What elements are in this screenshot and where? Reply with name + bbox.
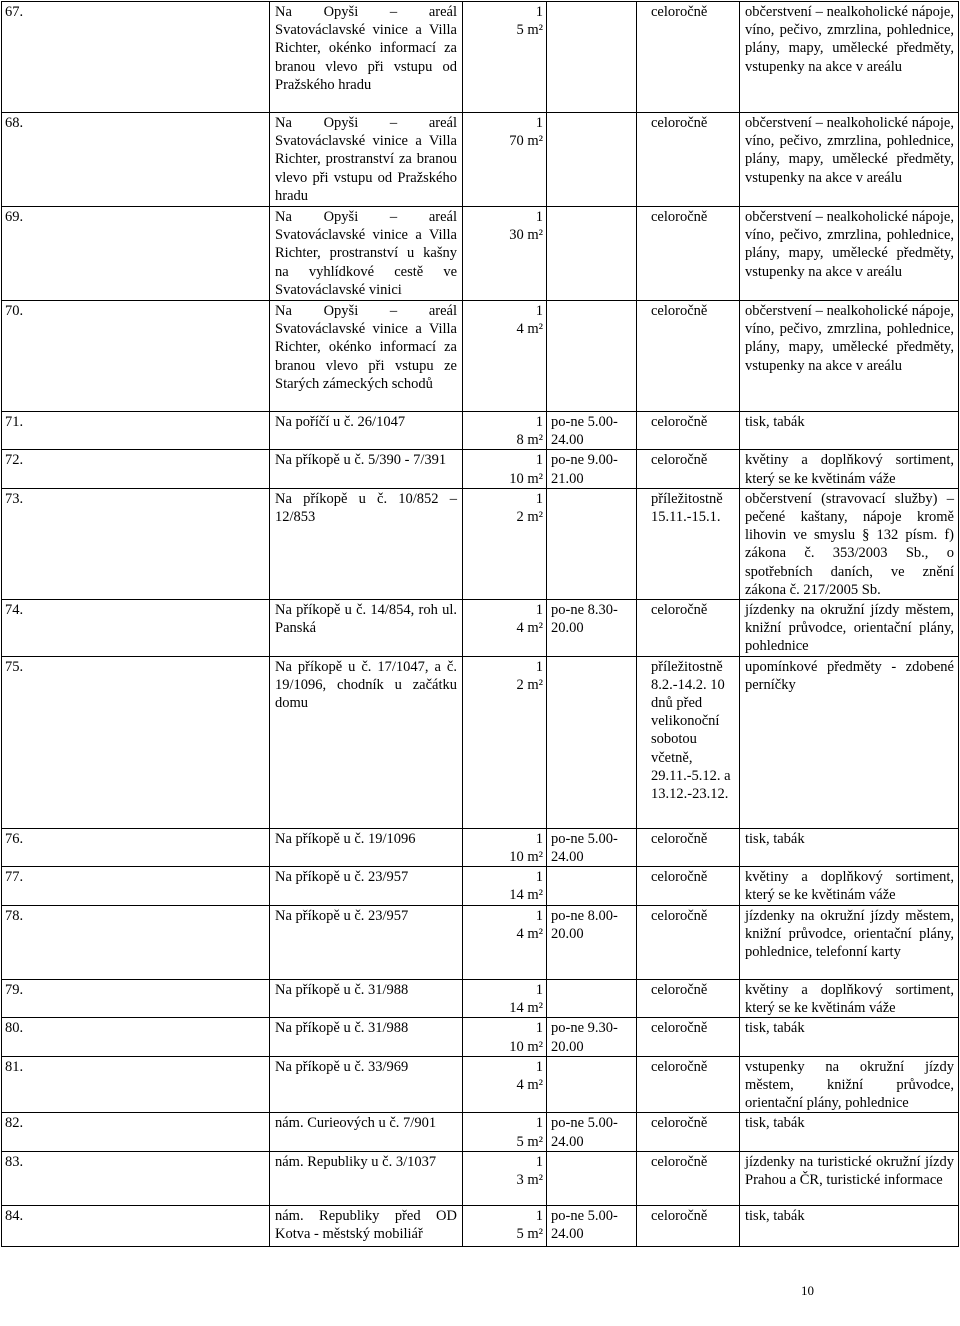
sale-period: celoročně (651, 869, 708, 886)
row-number: 72. (5, 452, 24, 469)
goods-assortment: občerstvení – nealkoholické nápoje, víno, pečivo, zmrzlina, pohlednice, plány, mapy, umělecké předměty, vstupenky na akce v areálu (745, 209, 954, 280)
row-number-cell (2, 450, 270, 488)
hours-cell (547, 980, 637, 1018)
goods-assortment: květiny a doplňkový sortiment, který se ke květinám váže (745, 982, 954, 1017)
count-area-cell (463, 412, 547, 450)
stand-area: 10 m² (509, 470, 543, 487)
count-area-cell (463, 980, 547, 1018)
stand-area: 4 m² (516, 926, 543, 943)
count-area-cell (463, 906, 547, 980)
stand-area: 4 m² (516, 321, 543, 338)
period-cell (637, 207, 740, 301)
goods-assortment: jízdenky na okružní jízdy městem, knižní průvodce, orientační plány, pohlednice, telefonní karty (745, 908, 954, 961)
stand-count: 1 (535, 982, 543, 999)
stand-count: 1 (535, 209, 543, 225)
location-cell (270, 600, 463, 657)
location: Na Opyši – areál Svatováclavské vinice a Villa Richter, prostranství za branou vlevo při vstupu od Pražského hradu (275, 115, 457, 204)
table-row (2, 906, 959, 980)
stand-count: 1 (535, 115, 543, 131)
period-cell (637, 2, 740, 113)
row-number: 78. (5, 908, 24, 925)
table-row (2, 867, 959, 906)
goods-cell (740, 1018, 959, 1056)
count-area-cell (463, 1113, 547, 1151)
hours-cell (547, 113, 637, 207)
stand-count: 1 (535, 1058, 543, 1075)
stand-area: 14 m² (509, 887, 543, 904)
stand-area: 30 m² (509, 227, 543, 244)
location: Na Opyši – areál Svatováclavské vinice a Villa Richter, okénko informací za branou vlevo při vstupu ze Starých zámeckých schodů (275, 303, 457, 392)
period-cell (637, 1056, 740, 1113)
location-cell (270, 207, 463, 301)
row-number: 82. (5, 1115, 24, 1132)
hours-cell (547, 301, 637, 412)
row-number: 76. (5, 830, 24, 847)
goods-assortment: občerstvení – nealkoholické nápoje, víno, pečivo, zmrzlina, pohlednice, plány, mapy, umělecké předměty, vstupenky na akce v areálu (745, 303, 954, 374)
row-number: 75. (5, 658, 24, 675)
goods-cell (740, 906, 959, 980)
row-number: 80. (5, 1020, 24, 1037)
table-row (2, 207, 959, 301)
row-number: 69. (5, 209, 24, 225)
sale-period: celoročně (651, 115, 708, 131)
stand-area: 5 m² (516, 1226, 543, 1243)
location: Na poříčí u č. 26/1047 (275, 414, 406, 430)
location-cell (270, 1113, 463, 1151)
period-cell (637, 828, 740, 866)
stand-area: 70 m² (509, 133, 543, 150)
stand-count: 1 (535, 1115, 543, 1132)
location-cell (270, 1205, 463, 1246)
sale-period: celoročně (651, 830, 708, 847)
hours-cell (547, 1113, 637, 1151)
location-cell (270, 488, 463, 599)
row-number: 84. (5, 1207, 24, 1224)
row-number-cell (2, 980, 270, 1018)
sale-period: celoročně (651, 4, 708, 20)
period-cell (637, 656, 740, 828)
period-cell (637, 1018, 740, 1056)
stand-count: 1 (535, 658, 543, 675)
location: Na příkopě u č. 19/1096 (275, 830, 416, 847)
opening-hours: po-ne 5.00-24.00 (551, 830, 618, 865)
goods-assortment: tisk, tabák (745, 1115, 805, 1132)
row-number-cell (2, 1205, 270, 1246)
hours-cell (547, 867, 637, 906)
goods-cell (740, 1056, 959, 1113)
period-cell (637, 412, 740, 450)
table-row (2, 2, 959, 113)
table-row (2, 1113, 959, 1151)
stand-area: 14 m² (509, 1000, 543, 1017)
sale-period: příležitostně 15.11.-15.1. (651, 490, 723, 526)
row-number: 77. (5, 869, 24, 886)
location-cell (270, 450, 463, 488)
hours-cell (547, 600, 637, 657)
row-number: 83. (5, 1153, 24, 1170)
stand-count: 1 (535, 908, 543, 925)
count-area-cell (463, 656, 547, 828)
count-area-cell (463, 301, 547, 412)
count-area-cell (463, 2, 547, 113)
table-row (2, 412, 959, 450)
hours-cell (547, 1151, 637, 1205)
count-area-cell (463, 600, 547, 657)
table-row (2, 488, 959, 599)
table-row (2, 656, 959, 828)
goods-assortment: jízdenky na okružní jízdy městem, knižní průvodce, orientační plány, pohlednice (745, 602, 954, 655)
goods-assortment: občerstvení – nealkoholické nápoje, víno, pečivo, zmrzlina, pohlednice, plány, mapy, umělecké předměty, vstupenky na akce v areálu (745, 115, 954, 186)
stand-area: 8 m² (516, 432, 543, 449)
stand-count: 1 (535, 830, 543, 847)
location: nám. Republiky u č. 3/1037 (275, 1153, 437, 1170)
row-number-cell (2, 1151, 270, 1205)
location-cell (270, 1056, 463, 1113)
goods-assortment: tisk, tabák (745, 414, 805, 430)
location-cell (270, 1018, 463, 1056)
location-cell (270, 656, 463, 828)
location: Na Opyši – areál Svatováclavské vinice a Villa Richter, okénko informací za branou vlevo při vstupu od Pražského hradu (275, 4, 457, 93)
row-number-cell (2, 656, 270, 828)
goods-cell (740, 113, 959, 207)
goods-cell (740, 207, 959, 301)
sale-period: celoročně (651, 1153, 708, 1170)
stand-count: 1 (535, 869, 543, 886)
location: Na příkopě u č. 5/390 - 7/391 (275, 452, 447, 469)
location: Na příkopě u č. 31/988 (275, 1020, 409, 1037)
count-area-cell (463, 450, 547, 488)
hours-cell (547, 412, 637, 450)
opening-hours: po-ne 8.30-20.00 (551, 602, 618, 637)
sale-period: celoročně (651, 414, 708, 430)
hours-cell (547, 828, 637, 866)
period-cell (637, 600, 740, 657)
count-area-cell (463, 113, 547, 207)
table-row (2, 450, 959, 488)
goods-cell (740, 656, 959, 828)
goods-assortment: květiny a doplňkový sortiment, který se ke květinám váže (745, 452, 954, 487)
table-row (2, 828, 959, 866)
hours-cell (547, 488, 637, 599)
row-number: 67. (5, 4, 24, 20)
row-number: 70. (5, 303, 24, 319)
opening-hours: po-ne 8.00-20.00 (551, 908, 618, 943)
goods-cell (740, 980, 959, 1018)
location-cell (270, 301, 463, 412)
count-area-cell (463, 867, 547, 906)
stand-count: 1 (535, 602, 543, 619)
market-places-table (1, 1, 959, 1247)
goods-cell (740, 450, 959, 488)
count-area-cell (463, 828, 547, 866)
hours-cell (547, 906, 637, 980)
location: Na příkopě u č. 17/1047, a č. 19/1096, chodník u začátku domu (275, 658, 457, 712)
count-area-cell (463, 207, 547, 301)
period-cell (637, 113, 740, 207)
hours-cell (547, 450, 637, 488)
count-area-cell (463, 1151, 547, 1205)
location: Na příkopě u č. 31/988 (275, 982, 409, 999)
stand-count: 1 (535, 452, 543, 469)
count-area-cell (463, 1018, 547, 1056)
count-area-cell (463, 1205, 547, 1246)
row-number-cell (2, 488, 270, 599)
location-cell (270, 412, 463, 450)
location: nám. Curieových u č. 7/901 (275, 1115, 437, 1132)
period-cell (637, 867, 740, 906)
opening-hours: po-ne 9.30-20.00 (551, 1020, 618, 1055)
sale-period: celoročně (651, 1207, 708, 1224)
hours-cell (547, 207, 637, 301)
stand-count: 1 (535, 1153, 543, 1170)
row-number-cell (2, 906, 270, 980)
row-number-cell (2, 867, 270, 906)
hours-cell (547, 656, 637, 828)
goods-cell (740, 412, 959, 450)
row-number-cell (2, 1113, 270, 1151)
location-cell (270, 2, 463, 113)
hours-cell (547, 1056, 637, 1113)
goods-assortment: občerstvení – nealkoholické nápoje, víno, pečivo, zmrzlina, pohlednice, plány, mapy, umělecké předměty, vstupenky na akce v areálu (745, 4, 954, 75)
stand-area: 4 m² (516, 620, 543, 637)
row-number-cell (2, 1056, 270, 1113)
goods-cell (740, 488, 959, 599)
row-number: 79. (5, 982, 24, 999)
stand-area: 10 m² (509, 848, 543, 865)
stand-count: 1 (535, 1207, 543, 1224)
page-number: 10 (801, 1283, 814, 1298)
period-cell (637, 1205, 740, 1246)
row-number-cell (2, 600, 270, 657)
sale-period: celoročně (651, 982, 708, 999)
table-body (2, 2, 959, 1247)
goods-assortment: květiny a doplňkový sortiment, který se ke květinám váže (745, 869, 954, 904)
period-cell (637, 450, 740, 488)
sale-period: celoročně (651, 209, 708, 225)
table-row (2, 1151, 959, 1205)
location: Na příkopě u č. 14/854, roh ul. Panská (275, 602, 457, 637)
period-cell (637, 1113, 740, 1151)
stand-count: 1 (535, 490, 543, 507)
location: Na příkopě u č. 23/957 (275, 908, 409, 925)
location: nám. Republiky před OD Kotva - městský mobiliář (275, 1207, 457, 1243)
location-cell (270, 906, 463, 980)
sale-period: celoročně (651, 452, 708, 469)
stand-area: 3 m² (516, 1172, 543, 1189)
goods-assortment: tisk, tabák (745, 1020, 805, 1037)
stand-area: 4 m² (516, 1077, 543, 1094)
opening-hours: po-ne 5.00-24.00 (551, 414, 618, 449)
stand-count: 1 (535, 4, 543, 20)
stand-count: 1 (535, 1020, 543, 1037)
sale-period: celoročně (651, 303, 708, 319)
period-cell (637, 906, 740, 980)
row-number-cell (2, 828, 270, 866)
stand-count: 1 (535, 414, 543, 430)
stand-count: 1 (535, 303, 543, 319)
goods-cell (740, 1113, 959, 1151)
table-row (2, 980, 959, 1018)
location-cell (270, 828, 463, 866)
location-cell (270, 1151, 463, 1205)
goods-assortment: občerstvení (stravovací služby) – pečené kaštany, nápoje kromě lihovin ve smyslu § 132 písm. f) zákona č. 353/2003 Sb., o spotřebních daních, ve znění zákona č. 217/2005 Sb. (745, 490, 954, 598)
row-number: 74. (5, 602, 24, 619)
hours-cell (547, 1018, 637, 1056)
location-cell (270, 867, 463, 906)
goods-assortment: jízdenky na turistické okružní jízdy Prahou a ČR, turistické informace (745, 1153, 954, 1189)
row-number-cell (2, 412, 270, 450)
sale-period: celoročně (651, 908, 708, 925)
row-number: 68. (5, 115, 24, 131)
period-cell (637, 980, 740, 1018)
opening-hours: po-ne 5.00-24.00 (551, 1115, 618, 1150)
stand-area: 10 m² (509, 1038, 543, 1055)
row-number-cell (2, 113, 270, 207)
location-cell (270, 113, 463, 207)
location: Na příkopě u č. 33/969 (275, 1058, 409, 1075)
row-number-cell (2, 2, 270, 113)
location: Na příkopě u č. 10/852 – 12/853 (275, 490, 457, 526)
row-number: 81. (5, 1058, 24, 1075)
period-cell (637, 488, 740, 599)
stand-area: 5 m² (516, 22, 543, 39)
sale-period: příležitostně 8.2.-14.2. 10 dnů před velikonoční sobotou včetně, 29.11.-5.12. a 13.12.-23.12. (651, 658, 731, 803)
opening-hours: po-ne 5.00-24.00 (551, 1207, 618, 1243)
sale-period: celoročně (651, 1058, 708, 1075)
goods-cell (740, 301, 959, 412)
goods-assortment: vstupenky na okružní jízdy městem, knižní průvodce, orientační plány, pohlednice (745, 1058, 954, 1112)
goods-cell (740, 600, 959, 657)
goods-assortment: tisk, tabák (745, 1207, 805, 1224)
row-number-cell (2, 207, 270, 301)
table-row (2, 301, 959, 412)
location: Na Opyši – areál Svatováclavské vinice a Villa Richter, prostranství u kašny na vyhlídkové cestě ve Svatováclavské vinici (275, 209, 457, 298)
row-number-cell (2, 1018, 270, 1056)
opening-hours: po-ne 9.00-21.00 (551, 452, 618, 487)
stand-area: 2 m² (516, 676, 543, 693)
row-number-cell (2, 301, 270, 412)
goods-cell (740, 867, 959, 906)
sale-period: celoročně (651, 602, 708, 619)
goods-assortment: tisk, tabák (745, 830, 805, 847)
sale-period: celoročně (651, 1115, 708, 1132)
stand-area: 2 m² (516, 509, 543, 526)
table-row (2, 113, 959, 207)
location-cell (270, 980, 463, 1018)
row-number: 71. (5, 414, 24, 430)
period-cell (637, 1151, 740, 1205)
table-row (2, 1018, 959, 1056)
table-row (2, 1205, 959, 1246)
table-row (2, 600, 959, 657)
hours-cell (547, 1205, 637, 1246)
count-area-cell (463, 488, 547, 599)
table-row (2, 1056, 959, 1113)
goods-cell (740, 1205, 959, 1246)
sale-period: celoročně (651, 1020, 708, 1037)
goods-cell (740, 828, 959, 866)
count-area-cell (463, 1056, 547, 1113)
location: Na příkopě u č. 23/957 (275, 869, 409, 886)
row-number: 73. (5, 490, 24, 507)
goods-cell (740, 2, 959, 113)
goods-cell (740, 1151, 959, 1205)
period-cell (637, 301, 740, 412)
goods-assortment: upomínkové předměty - zdobené perníčky (745, 658, 954, 693)
stand-area: 5 m² (516, 1133, 543, 1150)
hours-cell (547, 2, 637, 113)
